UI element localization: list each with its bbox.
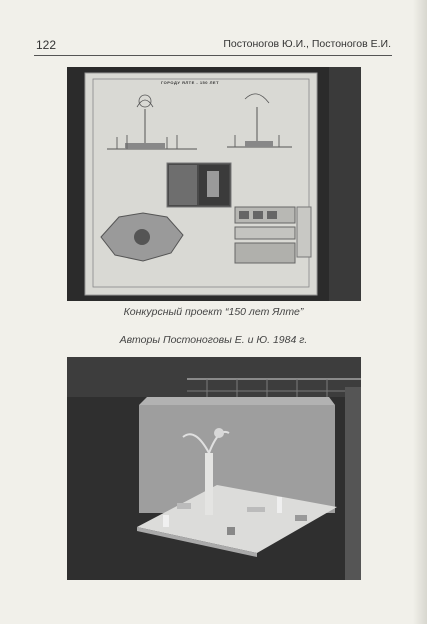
page-number: 122 [36, 38, 57, 52]
competition-board-photo-drawing [67, 67, 361, 301]
page-edge-shadow [413, 0, 427, 624]
header-rule [34, 55, 392, 56]
figure-1-caption: Конкурсный проект “150 лет Ялте” [123, 306, 304, 318]
monument-model-photo-drawing [67, 357, 361, 580]
running-header: Постоногов Ю.И., Постоногов Е.И. [223, 38, 391, 50]
board-title: ГОРОДУ ЯЛТЕ - 150 ЛЕТ [160, 80, 220, 85]
figure-2-caption: Авторы Постоноговы Е. и Ю. 1984 г. [119, 334, 308, 346]
competition-board-photo [67, 67, 361, 301]
monument-model-photo [67, 357, 361, 580]
